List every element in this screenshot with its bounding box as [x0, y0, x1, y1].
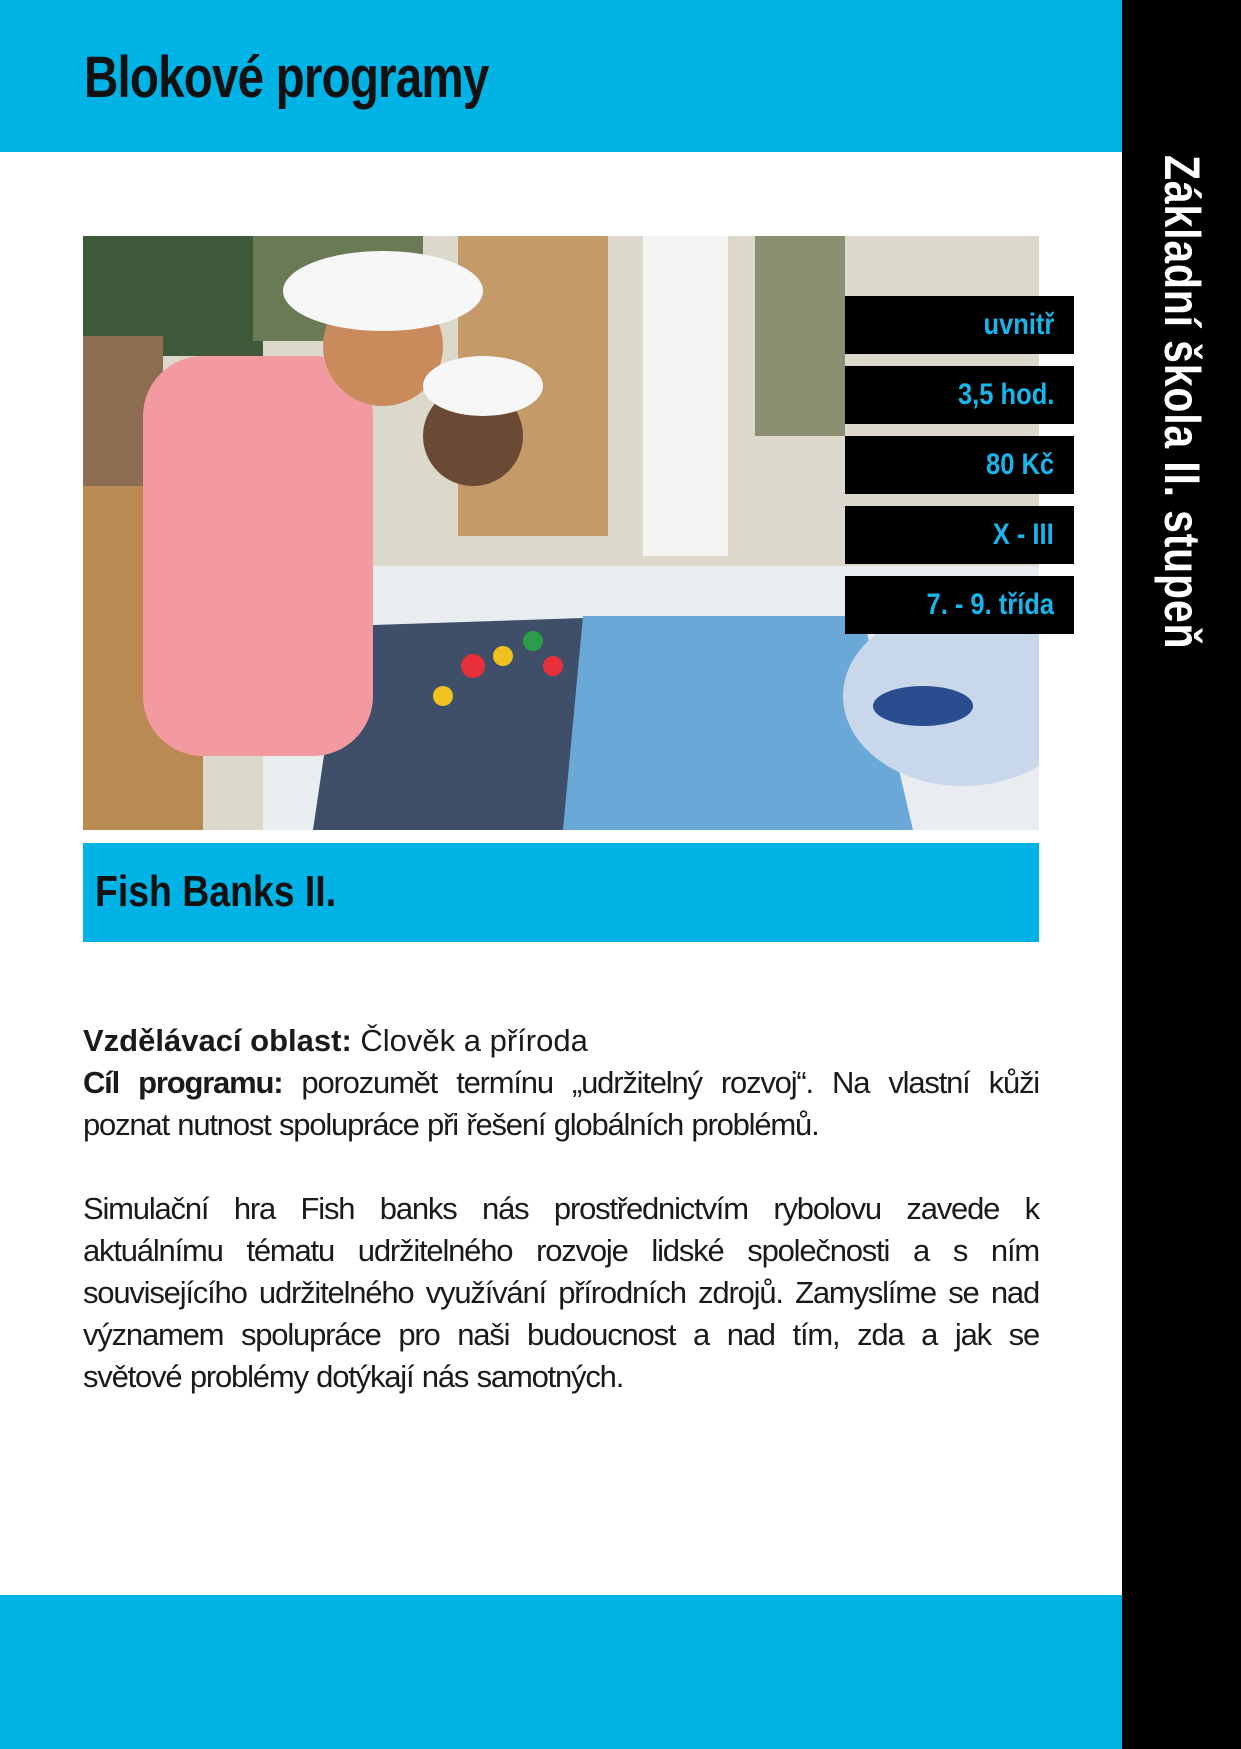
program-description: Simulační hra Fish banks nás prostřednictvím rybolovu zavede k aktuálnímu tématu udržitelného rozvoje lidské společnosti a s ním souvisejícího udržitelného využívání přírodních zdrojů. Zamyslíme se nad významem spolupráce pro naši budoucnost a nad tím, zda a jak se světové problémy dotýkají nás samotných. — [83, 1191, 1039, 1394]
side-label: Základní škola II. stupeň — [1154, 155, 1210, 650]
tag-months: X - III — [845, 506, 1074, 564]
footer-band — [0, 1595, 1122, 1749]
area-label: Vzdělávací oblast: — [83, 1023, 352, 1058]
header-band — [0, 0, 1122, 152]
page-title: Blokové programy — [84, 45, 489, 110]
program-title: Fish Banks II. — [95, 867, 337, 916]
area-value: Člověk a příroda — [351, 1023, 588, 1058]
tag-grade: 7. - 9. třída — [845, 576, 1074, 634]
goal-value: porozumět termínu „udržitelný rozvoj“. Na vlastní kůži poznat nutnost spolupráce při řešení globálních problémů. — [83, 1065, 1039, 1142]
area-line — [83, 1020, 1039, 1062]
program-title-band — [83, 843, 1039, 942]
tag-price: 80 Kč — [845, 436, 1074, 494]
goal-label: Cíl programu: — [83, 1065, 283, 1100]
tag-duration: 3,5 hod. — [845, 366, 1074, 424]
tag-location: uvnitř — [845, 296, 1074, 354]
goal-line — [83, 1062, 1039, 1146]
program-details — [83, 1020, 1039, 1398]
